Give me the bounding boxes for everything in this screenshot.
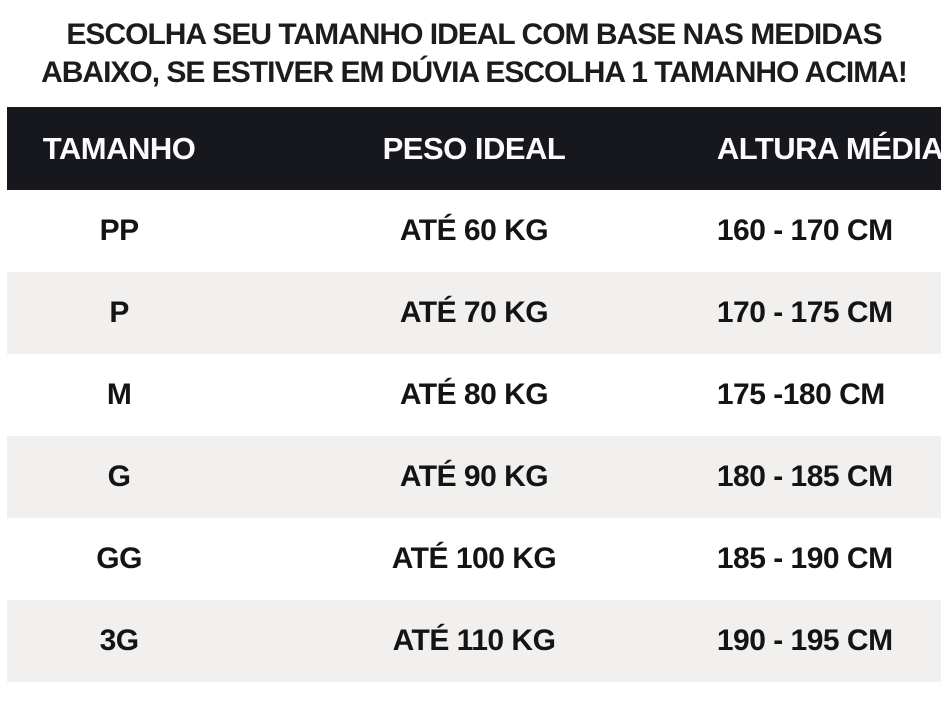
height-cell: 185 - 190 CM [716, 542, 893, 575]
table-row-gg [7, 518, 941, 600]
table-row-g [7, 436, 941, 518]
weight-cell: ATÉ 70 KG [399, 296, 549, 329]
table-row-3g [7, 600, 941, 682]
table-row-p [7, 272, 941, 354]
table-row-m [7, 354, 941, 436]
table-header-row [7, 107, 944, 190]
size-cell: GG [96, 542, 142, 575]
column-header-tamanho: TAMANHO [42, 130, 196, 166]
size-cell: P [109, 296, 129, 329]
height-cell: 190 - 195 CM [716, 624, 893, 657]
height-cell: 160 - 170 CM [716, 214, 893, 247]
size-chart-table [7, 107, 944, 682]
table-row-pp [7, 190, 941, 272]
weight-cell: ATÉ 90 KG [399, 460, 549, 493]
weight-cell: ATÉ 100 KG [391, 542, 557, 575]
weight-cell: ATÉ 60 KG [399, 214, 549, 247]
page-title [0, 16, 948, 92]
height-cell: 180 - 185 CM [716, 460, 893, 493]
column-header-peso-ideal: PESO IDEAL [382, 130, 566, 166]
height-cell: 175 -180 CM [716, 378, 885, 411]
size-cell: G [107, 460, 131, 493]
size-cell: M [106, 378, 132, 411]
page-title-line-1: ESCOLHA SEU TAMANHO IDEAL COM BASE NAS MEDIDAS [66, 18, 882, 51]
size-cell: 3G [99, 624, 139, 657]
size-chart-page [0, 16, 948, 709]
size-cell: PP [99, 214, 139, 247]
height-cell: 170 - 175 CM [716, 296, 893, 329]
column-header-altura-media: ALTURA MÉDIA [716, 130, 944, 166]
weight-cell: ATÉ 80 KG [399, 378, 549, 411]
page-title-line-2: ABAIXO, SE ESTIVER EM DÚVIA ESCOLHA 1 TAMANHO ACIMA! [41, 56, 907, 89]
weight-cell: ATÉ 110 KG [392, 624, 556, 657]
